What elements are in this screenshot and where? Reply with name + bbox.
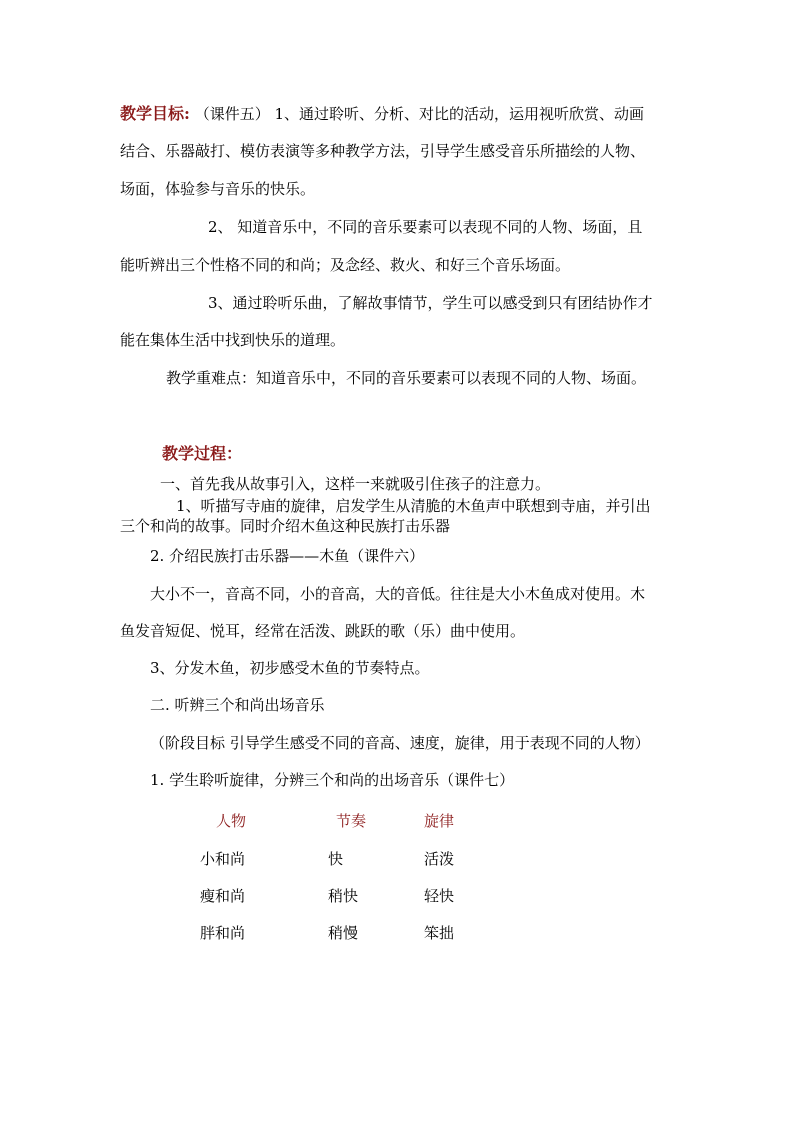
table-row-1-character: 小和尚 — [200, 850, 246, 868]
table-row-2-character: 瘦和尚 — [200, 887, 246, 905]
table-row-2-rhythm: 稍快 — [328, 887, 359, 905]
step-2-goal: （阶段目标 引导学生感受不同的音高、速度，旋律，用于表现不同的人物） — [150, 734, 650, 752]
step-1: 一、首先我从故事引入，这样一来就吸引住孩子的注意力。 — [160, 475, 551, 493]
objectives-colon: : — [184, 104, 190, 123]
process-heading: 教学过程： — [162, 444, 243, 463]
objective-2-line-1: 2、 知道音乐中，不同的音乐要素可以表现不同的人物、场面，且 — [208, 218, 643, 236]
table-row-3-melody: 笨拙 — [424, 924, 455, 942]
objectives-heading: 教学目标 — [120, 104, 185, 123]
step-2: 二. 听辨三个和尚出场音乐 — [150, 696, 325, 714]
table-row-1-melody: 活泼 — [424, 850, 455, 868]
objective-1-line-3: 场面，体验参与音乐的快乐。 — [120, 180, 316, 198]
objective-1-line-1: 1、通过聆听、分析、对比的活动，运用视听欣赏、动画 — [274, 105, 645, 123]
step-1-2-desc-line-2: 鱼发音短促、悦耳，经常在活泼、跳跃的歌（乐）曲中使用。 — [120, 622, 526, 640]
objectives-line-1 — [120, 106, 644, 122]
step-1-1-line-2: 三个和尚的故事。同时介绍木鱼这种民族打击乐器 — [120, 517, 451, 535]
table-header-melody: 旋律 — [424, 812, 455, 830]
table-row-3-rhythm: 稍慢 — [328, 924, 359, 942]
objective-3-line-2: 能在集体生活中找到快乐的道理。 — [120, 331, 346, 349]
table-row-3-character: 胖和尚 — [200, 924, 246, 942]
table-row-1-rhythm: 快 — [328, 850, 344, 868]
courseware-five: （课件五） — [194, 105, 270, 123]
step-1-2-desc-line-1: 大小不一，音高不同，小的音高，大的音低。往往是大小木鱼成对使用。木 — [150, 585, 646, 603]
key-points: 教学重难点：知道音乐中，不同的音乐要素可以表现不同的人物、场面。 — [166, 369, 647, 387]
objective-1-line-2: 结合、乐器敲打、模仿表演等多种教学方法，引导学生感受音乐所描绘的人物、 — [120, 142, 646, 160]
step-1-2: 2. 介绍民族打击乐器——木鱼（课件六） — [150, 547, 425, 565]
step-2-1: 1. 学生聆听旋律，分辨三个和尚的出场音乐（课件七） — [150, 771, 515, 789]
objective-2-line-2: 能听辨出三个性格不同的和尚；及念经、救火、和好三个音乐场面。 — [120, 256, 571, 274]
table-header-character: 人物 — [216, 812, 247, 830]
step-1-1-line-1: 1、听描写寺庙的旋律，启发学生从清脆的木鱼声中联想到寺庙，并引出 — [176, 497, 651, 515]
step-1-3: 3、分发木鱼，初步感受木鱼的节奏特点。 — [150, 659, 430, 677]
table-row-2-melody: 轻快 — [424, 887, 455, 905]
table-header-rhythm: 节奏 — [336, 812, 367, 830]
objective-3-line-1: 3、通过聆听乐曲，了解故事情节，学生可以感受到只有团结协作才 — [208, 294, 653, 312]
